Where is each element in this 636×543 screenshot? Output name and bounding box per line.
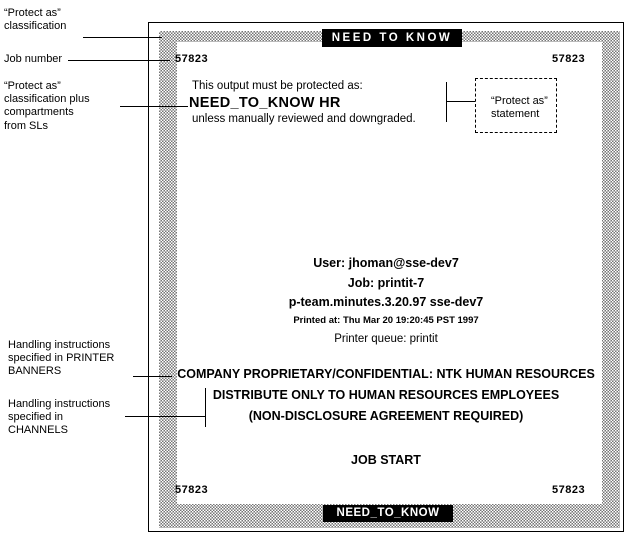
callout-line: classification [4, 20, 67, 33]
callout-line: Handling instructions [8, 398, 111, 410]
job-info-printed-at: Printed at: Thu Mar 20 19:20:45 PST 1997 [293, 315, 479, 326]
protect-statement-line1: “Protect as” [491, 95, 548, 107]
callout-printer-banners [8, 339, 114, 379]
callout-job-number [4, 53, 62, 66]
callout-channels [8, 398, 110, 438]
connector-protect-compartments [120, 106, 188, 107]
protect-notice-intro: This output must be protected as: [192, 80, 363, 92]
callout-line: BANNERS [8, 365, 62, 378]
handling-line-1: COMPANY PROPRIETARY/CONFIDENTIAL: NTK HUMAN RESOURCES [177, 367, 595, 381]
job-info-file: p-team.minutes.3.20.97 sse-dev7 [288, 295, 484, 309]
channels-bracket-vertical [205, 388, 206, 427]
job-number-top-left: 57823 [175, 53, 209, 65]
callout-line: Job number [4, 53, 63, 65]
bottom-classification-banner: NEED_TO_KNOW [323, 505, 453, 522]
callout-line: “Protect as” [4, 7, 61, 19]
protect-notice-outro: unless manually reviewed and downgraded. [192, 113, 416, 125]
job-info-name: Job: printit-7 [347, 276, 425, 290]
connector-channels [125, 416, 205, 417]
handling-line-3: (NON-DISCLOSURE AGREEMENT REQUIRED) [248, 409, 524, 423]
protect-statement-label [491, 95, 548, 121]
callout-line: specified in PRINTER [8, 352, 115, 365]
callout-line: compartments [4, 106, 74, 119]
callout-line: specified in [8, 411, 64, 424]
protect-notice-classification: NEED_TO_KNOW HR [189, 95, 341, 111]
statement-bracket-horizontal [446, 101, 475, 102]
callout-line: from SLs [4, 119, 49, 132]
connector-printer-banners [133, 376, 172, 377]
job-info-user: User: jhoman@sse-dev7 [313, 256, 459, 270]
top-classification-banner: NEED TO KNOW [322, 29, 462, 47]
job-number-bottom-right: 57823 [552, 484, 586, 496]
callout-protect-compartments [4, 80, 90, 133]
callout-line: CHANNELS [8, 424, 68, 437]
callout-line: classification plus [4, 93, 90, 106]
callout-line: Handling instructions [8, 339, 111, 351]
job-info-printer-queue: Printer queue: printit [334, 333, 438, 345]
protect-statement-line2: statement [491, 108, 540, 120]
job-number-bottom-left: 57823 [175, 484, 209, 496]
handling-line-2: DISTRIBUTE ONLY TO HUMAN RESOURCES EMPLOYEES [212, 388, 560, 402]
statement-bracket-vertical [446, 82, 447, 122]
callout-protect-classification [4, 7, 66, 33]
job-start-label: JOB START [351, 453, 421, 467]
job-number-top-right: 57823 [552, 53, 586, 65]
callout-line: “Protect as” [4, 80, 61, 92]
connector-job-number [68, 60, 170, 61]
connector-protect-classification [83, 37, 162, 38]
